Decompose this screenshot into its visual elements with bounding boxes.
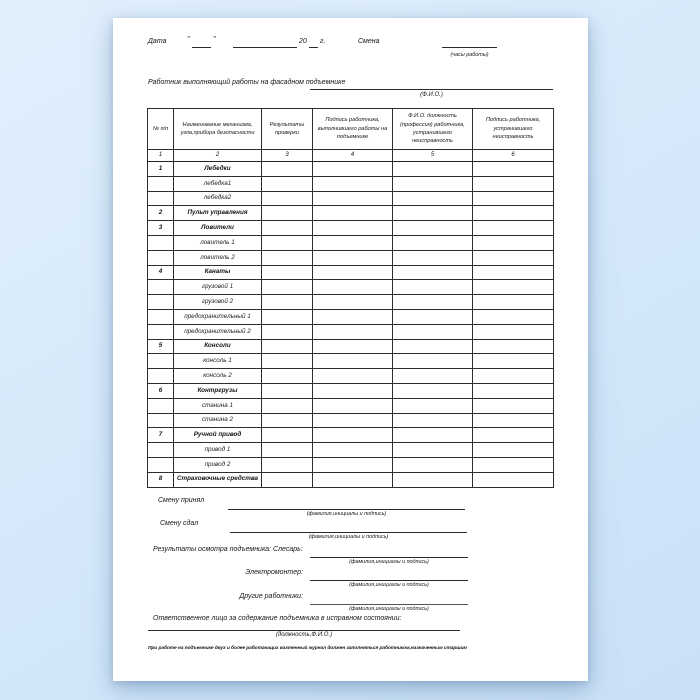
table-row <box>148 413 554 428</box>
col-header-2: Наименование механизма, узла,прибора безопасности <box>174 109 262 150</box>
fixer-signature-cell <box>473 398 554 413</box>
mechanism-name-cell: грузовой 1 <box>174 280 262 295</box>
date-month-blank <box>233 46 297 48</box>
worker-signature-cell <box>313 369 393 384</box>
check-result-cell <box>262 472 313 487</box>
worker-signature-cell <box>313 176 393 191</box>
worker-signature-cell <box>313 206 393 221</box>
column-number-row <box>148 150 554 162</box>
year-prefix: 20 <box>299 38 307 45</box>
fixer-signature-cell <box>473 413 554 428</box>
fixer-signature-cell <box>473 191 554 206</box>
worker-signature-cell <box>313 457 393 472</box>
check-result-cell <box>262 162 313 177</box>
fixer-fio-cell <box>393 265 473 280</box>
col-number-5: 5 <box>393 150 473 162</box>
row-number-cell: 8 <box>148 472 174 487</box>
electrician-label: Электромонтер: <box>245 569 303 576</box>
mechanism-name-cell: Контргрузы <box>174 383 262 398</box>
worker-signature-cell <box>313 383 393 398</box>
col-header-3: Результаты проверки <box>262 109 313 150</box>
table-row <box>148 295 554 310</box>
col-number-4: 4 <box>313 150 393 162</box>
mechanism-name-cell: консоль 1 <box>174 354 262 369</box>
fixer-fio-cell <box>393 428 473 443</box>
year-suffix: г. <box>320 38 326 45</box>
row-number-cell <box>148 191 174 206</box>
check-result-cell <box>262 221 313 236</box>
mechanism-name-cell: консоль 2 <box>174 369 262 384</box>
check-result-cell <box>262 309 313 324</box>
worker-signature-cell <box>313 354 393 369</box>
table-row <box>148 428 554 443</box>
mechanism-name-cell: лебедка2 <box>174 191 262 206</box>
check-result-cell <box>262 191 313 206</box>
worker-signature-cell <box>313 413 393 428</box>
shift-blank <box>442 46 497 48</box>
check-result-cell <box>262 280 313 295</box>
mechanism-name-cell: привод 1 <box>174 443 262 458</box>
mechanism-name-cell: лебедка1 <box>174 176 262 191</box>
row-number-cell <box>148 457 174 472</box>
worker-signature-cell <box>313 191 393 206</box>
worker-signature-cell <box>313 265 393 280</box>
fixer-signature-cell <box>473 280 554 295</box>
worker-signature-cell <box>313 295 393 310</box>
date-day-blank <box>192 46 211 48</box>
mechanism-name-cell: Страховочные средства <box>174 472 262 487</box>
mechanism-name-cell: предохранительный 2 <box>174 324 262 339</box>
table-row <box>148 472 554 487</box>
mechanism-name-cell: грузовой 2 <box>174 295 262 310</box>
fixer-signature-cell <box>473 443 554 458</box>
table-row <box>148 176 554 191</box>
fixer-signature-cell <box>473 383 554 398</box>
fixer-signature-cell <box>473 176 554 191</box>
check-result-cell <box>262 206 313 221</box>
worker-signature-cell <box>313 221 393 236</box>
check-result-cell <box>262 398 313 413</box>
col-number-6: 6 <box>473 150 554 162</box>
table-row <box>148 398 554 413</box>
col-header-5: Ф.И.О. должность (профессия) работника, устранившего неисправность <box>393 109 473 150</box>
check-result-cell <box>262 369 313 384</box>
mechanism-name-cell: Ручной привод <box>174 428 262 443</box>
table-row <box>148 250 554 265</box>
check-result-cell <box>262 354 313 369</box>
fixer-fio-cell <box>393 369 473 384</box>
shift-handed-blank <box>230 531 467 533</box>
fixer-signature-cell <box>473 221 554 236</box>
table-row <box>148 354 554 369</box>
fixer-signature-cell <box>473 295 554 310</box>
fixer-fio-cell <box>393 221 473 236</box>
date-label: Дата <box>148 38 167 45</box>
row-number-cell <box>148 413 174 428</box>
check-result-cell <box>262 265 313 280</box>
fixer-signature-cell <box>473 428 554 443</box>
fixer-fio-cell <box>393 324 473 339</box>
row-number-cell <box>148 235 174 250</box>
fixer-signature-cell <box>473 472 554 487</box>
table-row <box>148 206 554 221</box>
fixer-signature-cell <box>473 324 554 339</box>
table-row <box>148 369 554 384</box>
signature-caption: (фамилия,инициалы и подпись) <box>349 582 429 588</box>
responsible-blank <box>148 629 460 631</box>
check-result-cell <box>262 235 313 250</box>
check-result-cell <box>262 295 313 310</box>
worker-signature-cell <box>313 309 393 324</box>
check-result-cell <box>262 176 313 191</box>
fixer-fio-cell <box>393 235 473 250</box>
check-result-cell <box>262 457 313 472</box>
check-result-cell <box>262 324 313 339</box>
row-number-cell <box>148 369 174 384</box>
row-number-cell: 3 <box>148 221 174 236</box>
fixer-fio-cell <box>393 162 473 177</box>
table-row <box>148 162 554 177</box>
fixer-fio-cell <box>393 250 473 265</box>
fixer-fio-cell <box>393 457 473 472</box>
fixer-fio-cell <box>393 191 473 206</box>
fixer-fio-cell <box>393 309 473 324</box>
inspection-table <box>147 108 554 488</box>
fixer-fio-cell <box>393 280 473 295</box>
row-number-cell: 2 <box>148 206 174 221</box>
fixer-signature-cell <box>473 162 554 177</box>
mechanism-name-cell: предохранительный 1 <box>174 309 262 324</box>
hours-caption: (часы работы) <box>450 52 489 58</box>
mechanism-name-cell: станина 2 <box>174 413 262 428</box>
table-row <box>148 324 554 339</box>
worker-signature-cell <box>313 162 393 177</box>
shift-received-blank <box>228 508 465 510</box>
worker-signature-cell <box>313 280 393 295</box>
row-number-cell: 1 <box>148 162 174 177</box>
worker-label: Работник выполняющий работы на фасадном подъемнике <box>148 79 346 86</box>
check-result-cell <box>262 339 313 354</box>
fio-caption: (Ф.И.О.) <box>420 92 443 98</box>
fixer-signature-cell <box>473 235 554 250</box>
table-row <box>148 383 554 398</box>
fixer-fio-cell <box>393 354 473 369</box>
fixer-signature-cell <box>473 250 554 265</box>
worker-signature-cell <box>313 324 393 339</box>
worker-name-blank <box>310 88 553 90</box>
worker-signature-cell <box>313 443 393 458</box>
fixer-signature-cell <box>473 369 554 384</box>
date-quote-open: " <box>187 36 190 43</box>
mechanism-name-cell: Ловители <box>174 221 262 236</box>
worker-signature-cell <box>313 398 393 413</box>
row-number-cell <box>148 280 174 295</box>
check-result-cell <box>262 413 313 428</box>
mechanism-name-cell: Лебедки <box>174 162 262 177</box>
inspection-results-label: Результаты осмотра подъемника: Слесарь: <box>153 546 303 553</box>
shift-handed-label: Смену сдал <box>160 520 199 527</box>
table-row <box>148 457 554 472</box>
other-workers-blank <box>310 603 468 605</box>
fixer-fio-cell <box>393 383 473 398</box>
col-number-1: 1 <box>148 150 174 162</box>
mechanism-name-cell: ловитель 2 <box>174 250 262 265</box>
table-body <box>148 162 554 488</box>
fixer-signature-cell <box>473 265 554 280</box>
row-number-cell: 4 <box>148 265 174 280</box>
mechanism-name-cell: ловитель 1 <box>174 235 262 250</box>
table-row <box>148 309 554 324</box>
position-caption: (должность,Ф.И.О.) <box>275 632 333 638</box>
row-number-cell: 6 <box>148 383 174 398</box>
mechanism-name-cell: Пульт управления <box>174 206 262 221</box>
col-number-2: 2 <box>174 150 262 162</box>
mechanic-blank <box>310 556 468 558</box>
worker-signature-cell <box>313 472 393 487</box>
footnote: При работе на подъемнике двух и более работающих вахтенный журнал должен заполняться работником,назначенным старшим <box>148 646 467 651</box>
other-workers-label: Другие работники: <box>239 593 303 600</box>
date-quote-close: " <box>213 36 216 43</box>
table-row <box>148 191 554 206</box>
row-number-cell <box>148 295 174 310</box>
fixer-fio-cell <box>393 339 473 354</box>
table-row <box>148 443 554 458</box>
fixer-fio-cell <box>393 472 473 487</box>
col-number-3: 3 <box>262 150 313 162</box>
row-number-cell <box>148 176 174 191</box>
fixer-signature-cell <box>473 309 554 324</box>
col-header-4: Подпись работника, выполнившего работы на подъемнике <box>313 109 393 150</box>
document-paper <box>113 18 588 681</box>
signature-caption: (фамилия,инициалы и подпись) <box>349 606 429 612</box>
fixer-signature-cell <box>473 339 554 354</box>
mechanism-name-cell: Канаты <box>174 265 262 280</box>
fixer-signature-cell <box>473 206 554 221</box>
fixer-signature-cell <box>473 457 554 472</box>
worker-signature-cell <box>313 428 393 443</box>
year-blank <box>309 46 318 48</box>
col-header-6: Подпись работника, устранившего неисправность <box>473 109 554 150</box>
signature-caption: (фамилия,инициалы и подпись) <box>349 559 429 565</box>
row-number-cell: 7 <box>148 428 174 443</box>
table-row <box>148 235 554 250</box>
shift-received-label: Смену принял <box>158 497 205 504</box>
row-number-cell <box>148 250 174 265</box>
row-number-cell: 5 <box>148 339 174 354</box>
table-row <box>148 339 554 354</box>
check-result-cell <box>262 250 313 265</box>
table-row <box>148 221 554 236</box>
fixer-signature-cell <box>473 354 554 369</box>
fixer-fio-cell <box>393 176 473 191</box>
row-number-cell <box>148 354 174 369</box>
col-header-1: № п/п <box>148 109 174 150</box>
mechanism-name-cell: Консоли <box>174 339 262 354</box>
check-result-cell <box>262 383 313 398</box>
signature-caption: (фамилия,инициалы и подпись) <box>308 534 389 540</box>
worker-signature-cell <box>313 250 393 265</box>
table-header-row <box>148 109 554 150</box>
mechanism-name-cell: привод 2 <box>174 457 262 472</box>
fixer-fio-cell <box>393 413 473 428</box>
fixer-fio-cell <box>393 206 473 221</box>
table-row <box>148 265 554 280</box>
row-number-cell <box>148 443 174 458</box>
fixer-fio-cell <box>393 443 473 458</box>
electrician-blank <box>310 579 468 581</box>
worker-signature-cell <box>313 339 393 354</box>
check-result-cell <box>262 443 313 458</box>
row-number-cell <box>148 398 174 413</box>
check-result-cell <box>262 428 313 443</box>
fixer-fio-cell <box>393 398 473 413</box>
worker-signature-cell <box>313 235 393 250</box>
responsible-label: Ответственное лицо за содержание подъемника в исправном состоянии: <box>153 615 402 622</box>
fixer-fio-cell <box>393 295 473 310</box>
table-row <box>148 280 554 295</box>
shift-label: Смена <box>358 38 380 45</box>
mechanism-name-cell: станина 1 <box>174 398 262 413</box>
row-number-cell <box>148 324 174 339</box>
signature-caption: (фамилия,инициалы и подпись) <box>306 511 387 517</box>
row-number-cell <box>148 309 174 324</box>
